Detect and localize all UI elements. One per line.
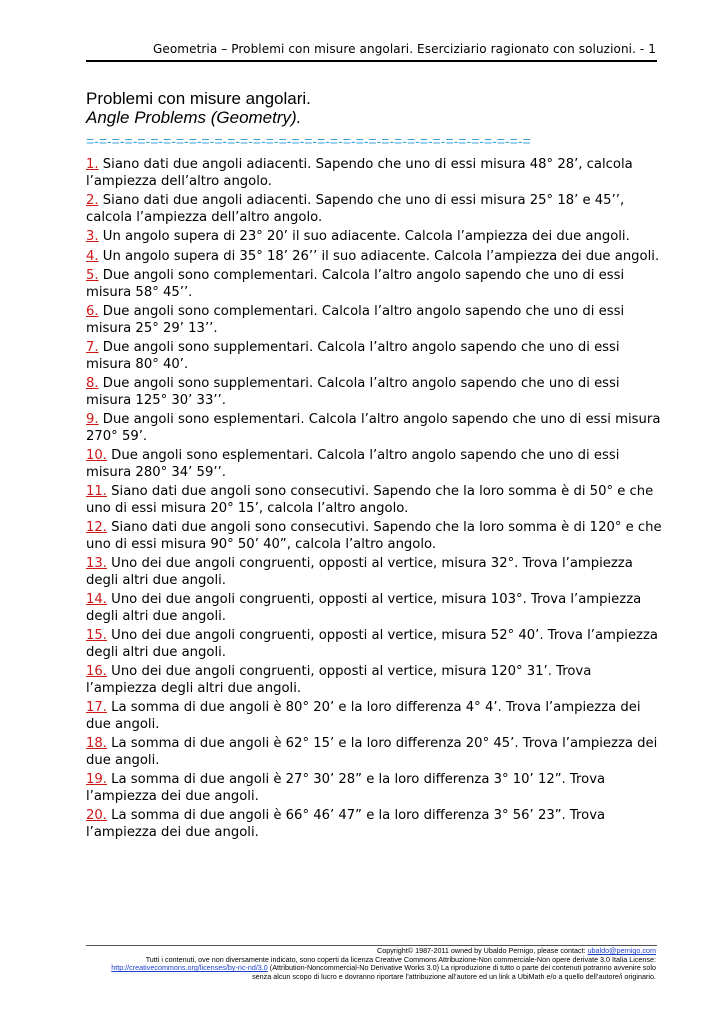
problem-number-link[interactable]: 3. xyxy=(86,229,99,244)
problem-item xyxy=(86,448,666,481)
problem-text: Due angoli sono supplementari. Calcola l’altro angolo sapendo che uno di essi misura 125° 30’ 33’’. xyxy=(86,376,620,408)
problem-number-link[interactable]: 12. xyxy=(86,520,107,535)
problem-number-link[interactable]: 7. xyxy=(86,340,99,355)
problem-number-link[interactable]: 8. xyxy=(86,376,99,391)
problem-text: Due angoli sono esplementari. Calcola l’altro angolo sapendo che uno di essi misura 270° 59’. xyxy=(86,412,661,444)
problem-number-link[interactable]: 2. xyxy=(86,193,99,208)
problem-item xyxy=(86,268,666,301)
problem-text: Siano dati due angoli adiacenti. Sapendo che uno di essi misura 48° 28’, calcola l’ampiezza dell’altro angolo. xyxy=(86,157,633,189)
problem-number-link[interactable]: 4. xyxy=(86,248,99,264)
problem-item xyxy=(86,808,666,841)
footer-copyright: Copyright© 1987-2011 owned by Ubaldo Pernigo, please contact: ubaldo@pernigo.com xyxy=(377,946,656,955)
problem-item xyxy=(86,340,666,373)
problem-item xyxy=(86,772,666,805)
problem-text: Un angolo supera di 23° 20’ il suo adiacente. Calcola l’ampiezza dei due angoli. xyxy=(98,229,630,244)
problem-item xyxy=(86,229,666,246)
problem-item xyxy=(86,736,666,769)
problem-item xyxy=(86,664,666,697)
problem-number-link[interactable]: 10. xyxy=(86,448,107,463)
problem-item xyxy=(86,556,666,589)
problem-text: Uno dei due angoli congruenti, opposti al vertice, misura 32°. Trova l’ampiezza degli altri due angoli. xyxy=(86,556,633,588)
problem-text: La somma di due angoli è 27° 30’ 28” e la loro differenza 3° 10’ 12”. Trova l’ampiezza dei due angoli. xyxy=(86,772,606,804)
problem-number-link[interactable]: 19. xyxy=(86,772,107,787)
problem-number-link[interactable]: 20. xyxy=(86,808,107,823)
separator-line: =-=-=-=-=-=-=-=-=-=-=-=-=-=-=-=-=-=-=-=-=-=-=-=-=-=-=-=-=-=-=-=-=-=-= xyxy=(86,133,531,149)
problem-text: Due angoli sono complementari. Calcola l’altro angolo sapendo che uno di essi misura 58° 45’’. xyxy=(86,268,625,300)
problem-number-link[interactable]: 14. xyxy=(86,592,107,607)
footer-license-last: senza alcun scopo di lucro e dovranno riportare l’attribuzione all’autore ed un link a UbiMath e/o a quello dell’autore/i originario. xyxy=(252,971,656,981)
problem-item xyxy=(86,157,666,190)
problem-item xyxy=(86,520,666,553)
header-rule xyxy=(86,60,657,62)
problem-number-link[interactable]: 5. xyxy=(86,268,99,283)
problem-item xyxy=(86,592,666,625)
page-subtitle: Angle Problems (Geometry). xyxy=(86,108,302,127)
problem-item xyxy=(86,628,666,661)
problem-text: Due angoli sono supplementari. Calcola l’altro angolo sapendo che uno di essi misura 80° 40’. xyxy=(86,340,620,372)
problem-number-link[interactable]: 1. xyxy=(86,157,99,172)
problem-number-link[interactable]: 18. xyxy=(86,736,107,751)
problem-number-link[interactable]: 13. xyxy=(86,556,107,571)
problem-item xyxy=(86,412,666,445)
problem-number-link[interactable]: 6. xyxy=(86,304,99,319)
problem-text: Due angoli sono complementari. Calcola l’altro angolo sapendo che uno di essi misura 25° 29’ 13’’. xyxy=(86,304,625,336)
problem-number-link[interactable]: 16. xyxy=(86,664,107,679)
problem-text: Uno dei due angoli congruenti, opposti al vertice, misura 103°. Trova l’ampiezza degli altri due angoli. xyxy=(86,592,642,624)
problem-text: Due angoli sono esplementari. Calcola l’altro angolo sapendo che uno di essi misura 280° 34’ 59’’. xyxy=(86,448,620,480)
problem-text: La somma di due angoli è 80° 20’ e la loro differenza 4° 4’. Trova l’ampiezza dei due angoli. xyxy=(86,700,641,732)
problem-text: Siano dati due angoli sono consecutivi. Sapendo che la loro somma è di 120° e che uno di essi misura 90° 50’ 40”, calcola l’altro angolo. xyxy=(86,520,662,552)
page-header: Geometria – Problemi con misure angolari. Eserciziario ragionato con soluzioni. - 1 xyxy=(152,42,656,56)
problem-item xyxy=(86,700,666,733)
problem-text: Un angolo supera di 35° 18’ 26’’ il suo adiacente. Calcola l’ampiezza dei due angoli. xyxy=(98,248,660,264)
problem-number-link[interactable]: 15. xyxy=(86,628,107,643)
problem-number-link[interactable]: 17. xyxy=(86,700,107,715)
problem-text: Siano dati due angoli sono consecutivi. Sapendo che la loro somma è di 50° e che uno di essi misura 20° 15’, calcola l’altro angolo. xyxy=(86,484,654,516)
footer xyxy=(80,947,656,981)
problem-number-link[interactable]: 9. xyxy=(86,412,99,427)
page-title: Problemi con misure angolari. xyxy=(86,89,311,108)
problem-text: La somma di due angoli è 66° 46’ 47” e la loro differenza 3° 56’ 23”. Trova l’ampiezza dei due angoli. xyxy=(86,808,606,840)
problem-item xyxy=(86,193,666,226)
problem-item xyxy=(86,249,666,266)
problem-text: La somma di due angoli è 62° 15’ e la loro differenza 20° 45’. Trova l’ampiezza dei due angoli. xyxy=(86,736,658,768)
problem-text: Uno dei due angoli congruenti, opposti al vertice, misura 120° 31’. Trova l’ampiezza degli altri due angoli. xyxy=(86,664,592,696)
footer-license-url-line: http://creativecommons.org/licenses/by-nc-nd/3.0 (Attribution-Noncommercial-No Derivative Works 3.0) La riproduzione di tutto o parte dei contenuti potranno avvenire solo xyxy=(111,963,656,973)
problem-text: Uno dei due angoli congruenti, opposti al vertice, misura 52° 40’. Trova l’ampiezza degli altri due angoli. xyxy=(86,628,658,660)
problem-number-link[interactable]: 11. xyxy=(86,484,107,499)
problem-item xyxy=(86,376,666,409)
footer-license-line: Tutti i contenuti, ove non diversamente indicato, sono coperti da licenza Creative Commons Attribuzione-Non commerciale-Non opere derivate 3.0 Italia License: xyxy=(145,954,656,964)
problem-item xyxy=(86,484,666,517)
footer-license-link[interactable]: http://creativecommons.org/licenses/by-nc-nd/3.0 xyxy=(111,963,268,973)
problem-list xyxy=(86,157,666,844)
problem-text: Siano dati due angoli adiacenti. Sapendo che uno di essi misura 25° 18’ e 45’’, calcola l’ampiezza dell’altro angolo. xyxy=(86,193,625,225)
footer-email-link[interactable]: ubaldo@pernigo.com xyxy=(587,946,656,955)
problem-item xyxy=(86,304,666,337)
